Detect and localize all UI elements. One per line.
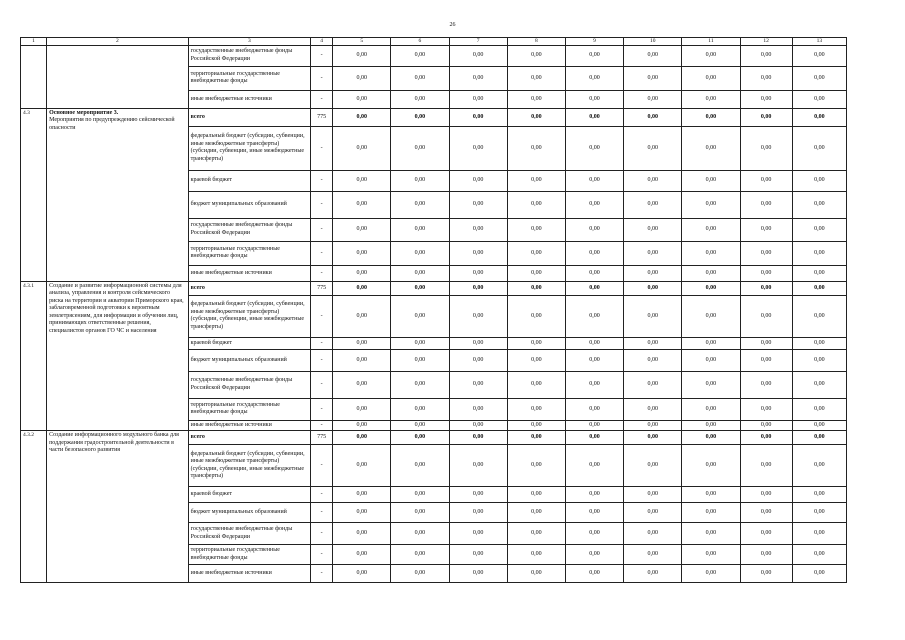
value-cell: 0,00: [682, 398, 740, 420]
header-cell-3: 3: [188, 38, 310, 46]
header-cell-8: 8: [507, 38, 565, 46]
value-cell: 0,00: [792, 420, 846, 431]
value-cell: 0,00: [624, 398, 682, 420]
code-cell: -: [311, 241, 333, 265]
value-cell: 0,00: [333, 545, 391, 565]
value-cell: 0,00: [391, 218, 449, 241]
value-cell: 0,00: [333, 295, 391, 337]
value-cell: 0,00: [449, 218, 507, 241]
value-cell: 0,00: [507, 191, 565, 218]
header-cell-5: 5: [333, 38, 391, 46]
value-cell: 0,00: [391, 503, 449, 523]
code-cell: -: [311, 218, 333, 241]
code-cell: -: [311, 337, 333, 349]
value-cell: 0,00: [507, 218, 565, 241]
value-cell: 0,00: [391, 565, 449, 583]
value-cell: 0,00: [740, 371, 792, 398]
value-cell: 0,00: [565, 90, 623, 108]
value-cell: 0,00: [792, 445, 846, 487]
value-cell: 0,00: [565, 371, 623, 398]
value-cell: 0,00: [391, 398, 449, 420]
funding-source: краевой бюджет: [188, 337, 310, 349]
code-cell: 775: [311, 108, 333, 126]
header-cell-6: 6: [391, 38, 449, 46]
value-cell: 0,00: [333, 126, 391, 170]
value-cell: 0,00: [792, 170, 846, 191]
value-cell: 0,00: [682, 295, 740, 337]
value-cell: 0,00: [565, 66, 623, 90]
funding-source: федеральный бюджет (субсидии, субвенции, иные межбюджетные трансферты) (субсидии, субвенции, иные межбюджетные трансферты): [188, 126, 310, 170]
funding-source: государственные внебюджетные фонды Российской Федерации: [188, 371, 310, 398]
funding-source: территориальные государственные внебюджетные фонды: [188, 241, 310, 265]
code-cell: -: [311, 565, 333, 583]
value-cell: 0,00: [792, 295, 846, 337]
value-cell: 0,00: [682, 349, 740, 371]
value-cell: 0,00: [333, 565, 391, 583]
funding-source: краевой бюджет: [188, 170, 310, 191]
header-cell-9: 9: [565, 38, 623, 46]
row-title: [47, 281, 189, 431]
code-cell: -: [311, 295, 333, 337]
value-cell: 0,00: [624, 487, 682, 503]
funding-source: государственные внебюджетные фонды Российской Федерации: [188, 523, 310, 545]
value-cell: 0,00: [624, 431, 682, 445]
value-cell: 0,00: [449, 170, 507, 191]
value-cell: 0,00: [624, 66, 682, 90]
value-cell: 0,00: [333, 431, 391, 445]
value-cell: 0,00: [507, 241, 565, 265]
value-cell: 0,00: [391, 545, 449, 565]
value-cell: 0,00: [507, 90, 565, 108]
value-cell: 0,00: [507, 545, 565, 565]
funding-source: всего: [188, 431, 310, 445]
code-cell: -: [311, 398, 333, 420]
value-cell: 0,00: [740, 523, 792, 545]
value-cell: 0,00: [391, 90, 449, 108]
value-cell: 0,00: [740, 170, 792, 191]
header-cell-13: 13: [792, 38, 846, 46]
value-cell: 0,00: [333, 349, 391, 371]
value-cell: 0,00: [740, 126, 792, 170]
value-cell: 0,00: [740, 265, 792, 281]
row-title-text: Мероприятия по предупреждению сейсмической опасности: [49, 117, 175, 131]
value-cell: 0,00: [565, 503, 623, 523]
value-cell: 0,00: [740, 108, 792, 126]
value-cell: 0,00: [333, 503, 391, 523]
funding-source: краевой бюджет: [188, 487, 310, 503]
value-cell: 0,00: [391, 241, 449, 265]
value-cell: 0,00: [391, 108, 449, 126]
value-cell: 0,00: [792, 398, 846, 420]
value-cell: 0,00: [449, 241, 507, 265]
value-cell: 0,00: [449, 45, 507, 66]
header-row: [21, 38, 847, 46]
header-cell-1: 1: [21, 38, 47, 46]
value-cell: 0,00: [391, 170, 449, 191]
value-cell: 0,00: [333, 398, 391, 420]
page-number: 26: [449, 22, 456, 28]
value-cell: 0,00: [507, 170, 565, 191]
funding-source: бюджет муниципальных образований: [188, 349, 310, 371]
value-cell: 0,00: [391, 126, 449, 170]
value-cell: 0,00: [565, 565, 623, 583]
value-cell: 0,00: [507, 487, 565, 503]
funding-source: бюджет муниципальных образований: [188, 503, 310, 523]
value-cell: 0,00: [565, 545, 623, 565]
value-cell: 0,00: [682, 108, 740, 126]
row-title: [47, 108, 189, 281]
value-cell: 0,00: [740, 420, 792, 431]
table-row: [21, 108, 847, 126]
budget-table: [20, 37, 847, 583]
row-title: [47, 431, 189, 583]
header-cell-12: 12: [740, 38, 792, 46]
value-cell: 0,00: [792, 66, 846, 90]
value-cell: 0,00: [792, 349, 846, 371]
value-cell: 0,00: [792, 265, 846, 281]
value-cell: 0,00: [507, 337, 565, 349]
value-cell: 0,00: [740, 90, 792, 108]
row-code: 4.3.2: [21, 431, 47, 583]
value-cell: 0,00: [682, 191, 740, 218]
header-cell-7: 7: [449, 38, 507, 46]
funding-source: иные внебюджетные источники: [188, 90, 310, 108]
value-cell: 0,00: [682, 126, 740, 170]
value-cell: 0,00: [333, 281, 391, 295]
value-cell: 0,00: [624, 420, 682, 431]
code-cell: -: [311, 191, 333, 218]
value-cell: 0,00: [565, 349, 623, 371]
value-cell: 0,00: [624, 545, 682, 565]
value-cell: 0,00: [449, 371, 507, 398]
value-cell: 0,00: [624, 523, 682, 545]
value-cell: 0,00: [391, 295, 449, 337]
funding-source: всего: [188, 281, 310, 295]
value-cell: 0,00: [333, 191, 391, 218]
value-cell: 0,00: [333, 66, 391, 90]
value-cell: 0,00: [507, 503, 565, 523]
value-cell: 0,00: [624, 337, 682, 349]
value-cell: 0,00: [449, 265, 507, 281]
value-cell: 0,00: [792, 565, 846, 583]
value-cell: 0,00: [682, 90, 740, 108]
value-cell: 0,00: [624, 371, 682, 398]
value-cell: 0,00: [682, 337, 740, 349]
row-title-bold: Основное мероприятие 3.: [49, 109, 119, 116]
value-cell: 0,00: [792, 108, 846, 126]
value-cell: 0,00: [507, 126, 565, 170]
value-cell: 0,00: [449, 349, 507, 371]
value-cell: 0,00: [507, 349, 565, 371]
value-cell: 0,00: [565, 445, 623, 487]
value-cell: 0,00: [391, 420, 449, 431]
value-cell: 0,00: [624, 503, 682, 523]
value-cell: 0,00: [449, 126, 507, 170]
value-cell: 0,00: [682, 371, 740, 398]
value-cell: 0,00: [682, 218, 740, 241]
value-cell: 0,00: [565, 281, 623, 295]
value-cell: 0,00: [740, 349, 792, 371]
value-cell: 0,00: [624, 218, 682, 241]
value-cell: 0,00: [682, 265, 740, 281]
value-cell: 0,00: [449, 445, 507, 487]
value-cell: 0,00: [624, 45, 682, 66]
value-cell: 0,00: [624, 445, 682, 487]
value-cell: 0,00: [740, 337, 792, 349]
value-cell: 0,00: [391, 523, 449, 545]
value-cell: 0,00: [792, 241, 846, 265]
value-cell: 0,00: [391, 371, 449, 398]
value-cell: 0,00: [682, 431, 740, 445]
value-cell: 0,00: [565, 218, 623, 241]
value-cell: 0,00: [565, 241, 623, 265]
value-cell: 0,00: [449, 545, 507, 565]
value-cell: 0,00: [333, 523, 391, 545]
value-cell: 0,00: [333, 45, 391, 66]
value-cell: 0,00: [792, 45, 846, 66]
value-cell: 0,00: [792, 523, 846, 545]
code-cell: -: [311, 371, 333, 398]
value-cell: 0,00: [624, 126, 682, 170]
value-cell: 0,00: [740, 66, 792, 90]
value-cell: 0,00: [624, 265, 682, 281]
funding-source: территориальные государственные внебюджетные фонды: [188, 545, 310, 565]
code-cell: -: [311, 349, 333, 371]
row-title: [47, 45, 189, 108]
value-cell: 0,00: [682, 487, 740, 503]
funding-source: бюджет муниципальных образований: [188, 191, 310, 218]
value-cell: 0,00: [391, 66, 449, 90]
funding-source: иные внебюджетные источники: [188, 265, 310, 281]
code-cell: -: [311, 487, 333, 503]
code-cell: -: [311, 503, 333, 523]
value-cell: 0,00: [449, 565, 507, 583]
value-cell: 0,00: [507, 371, 565, 398]
value-cell: 0,00: [449, 66, 507, 90]
value-cell: 0,00: [792, 218, 846, 241]
value-cell: 0,00: [565, 45, 623, 66]
table-row: [21, 281, 847, 295]
value-cell: 0,00: [449, 420, 507, 431]
header-cell-2: 2: [47, 38, 189, 46]
code-cell: -: [311, 445, 333, 487]
value-cell: 0,00: [507, 523, 565, 545]
value-cell: 0,00: [740, 431, 792, 445]
value-cell: 0,00: [740, 398, 792, 420]
value-cell: 0,00: [507, 66, 565, 90]
value-cell: 0,00: [507, 281, 565, 295]
value-cell: 0,00: [682, 503, 740, 523]
value-cell: 0,00: [507, 445, 565, 487]
value-cell: 0,00: [391, 487, 449, 503]
value-cell: 0,00: [565, 337, 623, 349]
value-cell: 0,00: [333, 90, 391, 108]
value-cell: 0,00: [624, 90, 682, 108]
value-cell: 0,00: [740, 565, 792, 583]
value-cell: 0,00: [391, 281, 449, 295]
value-cell: 0,00: [391, 337, 449, 349]
value-cell: 0,00: [333, 170, 391, 191]
value-cell: 0,00: [624, 241, 682, 265]
value-cell: 0,00: [507, 265, 565, 281]
value-cell: 0,00: [682, 66, 740, 90]
value-cell: 0,00: [565, 420, 623, 431]
value-cell: 0,00: [682, 170, 740, 191]
table-row: [21, 45, 847, 66]
value-cell: 0,00: [624, 349, 682, 371]
funding-source: государственные внебюджетные фонды Российской Федерации: [188, 45, 310, 66]
code-cell: -: [311, 523, 333, 545]
value-cell: 0,00: [391, 191, 449, 218]
header-cell-11: 11: [682, 38, 740, 46]
value-cell: 0,00: [565, 126, 623, 170]
value-cell: 0,00: [391, 349, 449, 371]
value-cell: 0,00: [333, 265, 391, 281]
row-code: 4.3: [21, 108, 47, 281]
row-title-text: Создание информационного модульного банка для поддержания градостроительной деятельности в части безопасного развития: [49, 432, 179, 454]
row-code: [21, 45, 47, 108]
value-cell: 0,00: [507, 398, 565, 420]
code-cell: -: [311, 126, 333, 170]
value-cell: 0,00: [507, 565, 565, 583]
value-cell: 0,00: [449, 503, 507, 523]
value-cell: 0,00: [565, 523, 623, 545]
value-cell: 0,00: [792, 371, 846, 398]
value-cell: 0,00: [740, 545, 792, 565]
value-cell: 0,00: [792, 545, 846, 565]
funding-source: территориальные государственные внебюджетные фонды: [188, 66, 310, 90]
code-cell: -: [311, 66, 333, 90]
value-cell: 0,00: [682, 565, 740, 583]
value-cell: 0,00: [740, 503, 792, 523]
header-cell-10: 10: [624, 38, 682, 46]
value-cell: 0,00: [333, 241, 391, 265]
value-cell: 0,00: [792, 191, 846, 218]
value-cell: 0,00: [624, 108, 682, 126]
value-cell: 0,00: [333, 337, 391, 349]
value-cell: 0,00: [507, 420, 565, 431]
value-cell: 0,00: [391, 265, 449, 281]
value-cell: 0,00: [333, 108, 391, 126]
value-cell: 0,00: [740, 218, 792, 241]
value-cell: 0,00: [792, 431, 846, 445]
value-cell: 0,00: [333, 420, 391, 431]
value-cell: 0,00: [740, 45, 792, 66]
value-cell: 0,00: [682, 420, 740, 431]
value-cell: 0,00: [792, 126, 846, 170]
value-cell: 0,00: [333, 218, 391, 241]
value-cell: 0,00: [792, 487, 846, 503]
code-cell: -: [311, 170, 333, 191]
code-cell: -: [311, 45, 333, 66]
value-cell: 0,00: [449, 487, 507, 503]
value-cell: 0,00: [333, 371, 391, 398]
value-cell: 0,00: [792, 337, 846, 349]
value-cell: 0,00: [682, 523, 740, 545]
value-cell: 0,00: [507, 295, 565, 337]
value-cell: 0,00: [624, 295, 682, 337]
value-cell: 0,00: [449, 281, 507, 295]
value-cell: 0,00: [792, 90, 846, 108]
code-cell: -: [311, 265, 333, 281]
value-cell: 0,00: [449, 523, 507, 545]
value-cell: 0,00: [333, 445, 391, 487]
value-cell: 0,00: [333, 487, 391, 503]
value-cell: 0,00: [740, 191, 792, 218]
value-cell: 0,00: [565, 170, 623, 191]
value-cell: 0,00: [449, 90, 507, 108]
value-cell: 0,00: [565, 108, 623, 126]
code-cell: 775: [311, 431, 333, 445]
value-cell: 0,00: [391, 431, 449, 445]
value-cell: 0,00: [565, 265, 623, 281]
value-cell: 0,00: [740, 241, 792, 265]
value-cell: 0,00: [624, 170, 682, 191]
value-cell: 0,00: [624, 281, 682, 295]
value-cell: 0,00: [565, 431, 623, 445]
value-cell: 0,00: [682, 281, 740, 295]
value-cell: 0,00: [391, 45, 449, 66]
code-cell: -: [311, 545, 333, 565]
value-cell: 0,00: [740, 445, 792, 487]
table-row: [21, 431, 847, 445]
value-cell: 0,00: [740, 295, 792, 337]
row-title-text: Создание и развитие информационной системы для анализа, управления и контроля сейсмического риска на территории и акватории Приморского края, заблаговременной подготовки к вероятным землетрясениям, для информации и обучения лиц, принимающих ответственные решения, специалистов органов ГО ЧС и населения: [49, 282, 184, 334]
value-cell: 0,00: [792, 281, 846, 295]
value-cell: 0,00: [565, 487, 623, 503]
value-cell: 0,00: [682, 241, 740, 265]
header-cell-4: 4: [311, 38, 333, 46]
funding-source: иные внебюджетные источники: [188, 420, 310, 431]
funding-source: иные внебюджетные источники: [188, 565, 310, 583]
value-cell: 0,00: [792, 503, 846, 523]
value-cell: 0,00: [565, 398, 623, 420]
value-cell: 0,00: [449, 191, 507, 218]
row-code: 4.3.1: [21, 281, 47, 431]
value-cell: 0,00: [682, 45, 740, 66]
value-cell: 0,00: [449, 431, 507, 445]
funding-source: всего: [188, 108, 310, 126]
value-cell: 0,00: [624, 191, 682, 218]
value-cell: 0,00: [449, 108, 507, 126]
funding-source: федеральный бюджет (субсидии, субвенции, иные межбюджетные трансферты) (субсидии, субвенции, иные межбюджетные трансферты): [188, 445, 310, 487]
value-cell: 0,00: [391, 445, 449, 487]
code-cell: -: [311, 90, 333, 108]
value-cell: 0,00: [624, 565, 682, 583]
value-cell: 0,00: [449, 398, 507, 420]
funding-source: территориальные государственные внебюджетные фонды: [188, 398, 310, 420]
value-cell: 0,00: [449, 337, 507, 349]
code-cell: 775: [311, 281, 333, 295]
value-cell: 0,00: [565, 295, 623, 337]
value-cell: 0,00: [740, 487, 792, 503]
value-cell: 0,00: [507, 45, 565, 66]
code-cell: -: [311, 420, 333, 431]
value-cell: 0,00: [682, 445, 740, 487]
value-cell: 0,00: [449, 295, 507, 337]
funding-source: государственные внебюджетные фонды Российской Федерации: [188, 218, 310, 241]
value-cell: 0,00: [740, 281, 792, 295]
funding-source: федеральный бюджет (субсидии, субвенции, иные межбюджетные трансферты) (субсидии, субвенции, иные межбюджетные трансферты): [188, 295, 310, 337]
value-cell: 0,00: [507, 431, 565, 445]
value-cell: 0,00: [565, 191, 623, 218]
value-cell: 0,00: [682, 545, 740, 565]
value-cell: 0,00: [507, 108, 565, 126]
